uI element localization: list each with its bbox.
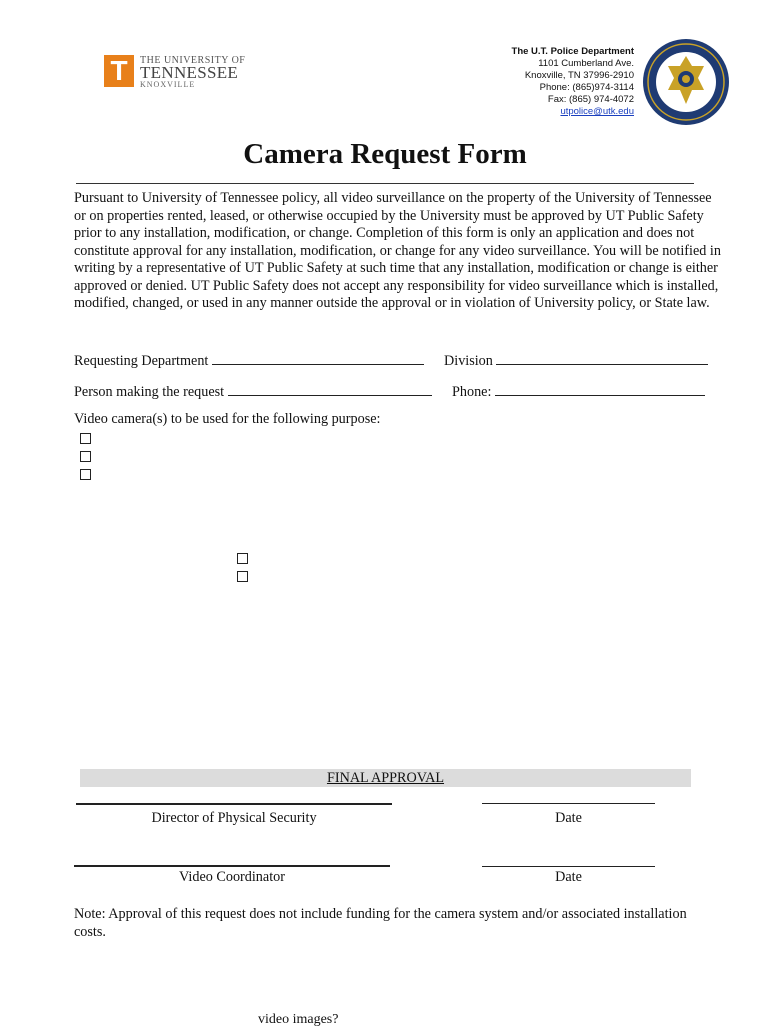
university-logo	[104, 55, 246, 91]
department-email-link[interactable]: utpolice@utk.edu	[560, 106, 634, 117]
person-label: Person making the request	[74, 384, 225, 400]
person-row	[74, 381, 432, 401]
police-badge-seal-icon	[642, 38, 730, 126]
funding-note: Note: Approval of this request does not include funding for the camera system and/or associated installation costs.	[74, 906, 687, 940]
division-row	[444, 350, 708, 370]
director-signature-line[interactable]	[76, 803, 392, 805]
phone-field[interactable]	[495, 381, 705, 396]
option-checkbox-2[interactable]	[237, 571, 248, 582]
final-approval-title: FINAL APPROVAL	[326, 770, 445, 786]
department-address-2: Knoxville, TN 37996-2910	[524, 70, 634, 81]
director-label: Director of Physical Security	[151, 810, 317, 826]
coordinator-signature-line[interactable]	[74, 865, 390, 867]
phone-label: Phone:	[452, 384, 492, 400]
purpose-label: Video camera(s) to be used for the following purpose:	[74, 411, 381, 427]
purpose-checkbox-2[interactable]	[80, 451, 91, 462]
director-date-line[interactable]	[482, 803, 655, 804]
department-phone: Phone: (865)974-3114	[539, 82, 634, 93]
final-approval-header	[80, 769, 691, 787]
footer-text: video images?	[258, 1012, 339, 1027]
phone-row	[452, 381, 705, 401]
coordinator-label: Video Coordinator	[179, 869, 285, 885]
division-field[interactable]	[496, 350, 708, 365]
purpose-checkbox-3[interactable]	[80, 469, 91, 480]
policy-paragraph: Pursuant to University of Tennessee policy, all video surveillance on the property of the University of Tennessee or on properties rented, leased, or otherwise occupied by the University must be approved by UT Public Safety prior to any installation, modification, or change. Completion of this form is only an application and does not constitute approval for any installation, modification, or change for any video surveillance. You will be notified in writing by a representative of UT Public Safety at such time that any installation, modification or change is either approved or denied. UT Public Safety does not accept any responsibility for video surveillance which is installed, modified, changed, or used in any manner outside the approval or in violation of University policy, or State law.	[74, 190, 721, 311]
page-title: Camera Request Form	[243, 138, 527, 170]
requesting-department-row	[74, 350, 424, 370]
logo-line-1: THE UNIVERSITY OF	[140, 55, 246, 66]
power-t-icon: T	[104, 55, 134, 87]
coordinator-date-line[interactable]	[482, 866, 655, 867]
title-divider	[76, 183, 694, 184]
department-contact	[512, 46, 634, 118]
department-name: The U.T. Police Department	[511, 46, 634, 57]
logo-line-3: KNOXVILLE	[140, 80, 196, 89]
option-checkbox-1[interactable]	[237, 553, 248, 564]
division-label: Division	[444, 353, 493, 369]
requesting-department-label: Requesting Department	[74, 353, 209, 369]
requesting-department-field[interactable]	[212, 350, 424, 365]
coordinator-date-label: Date	[555, 869, 582, 885]
logo-line-2: TENNESSEE	[140, 63, 239, 82]
director-date-label: Date	[555, 810, 582, 826]
department-fax: Fax: (865) 974-4072	[547, 94, 634, 105]
purpose-checkbox-1[interactable]	[80, 433, 91, 444]
person-field[interactable]	[228, 381, 432, 396]
department-address-1: 1101 Cumberland Ave.	[538, 58, 634, 69]
